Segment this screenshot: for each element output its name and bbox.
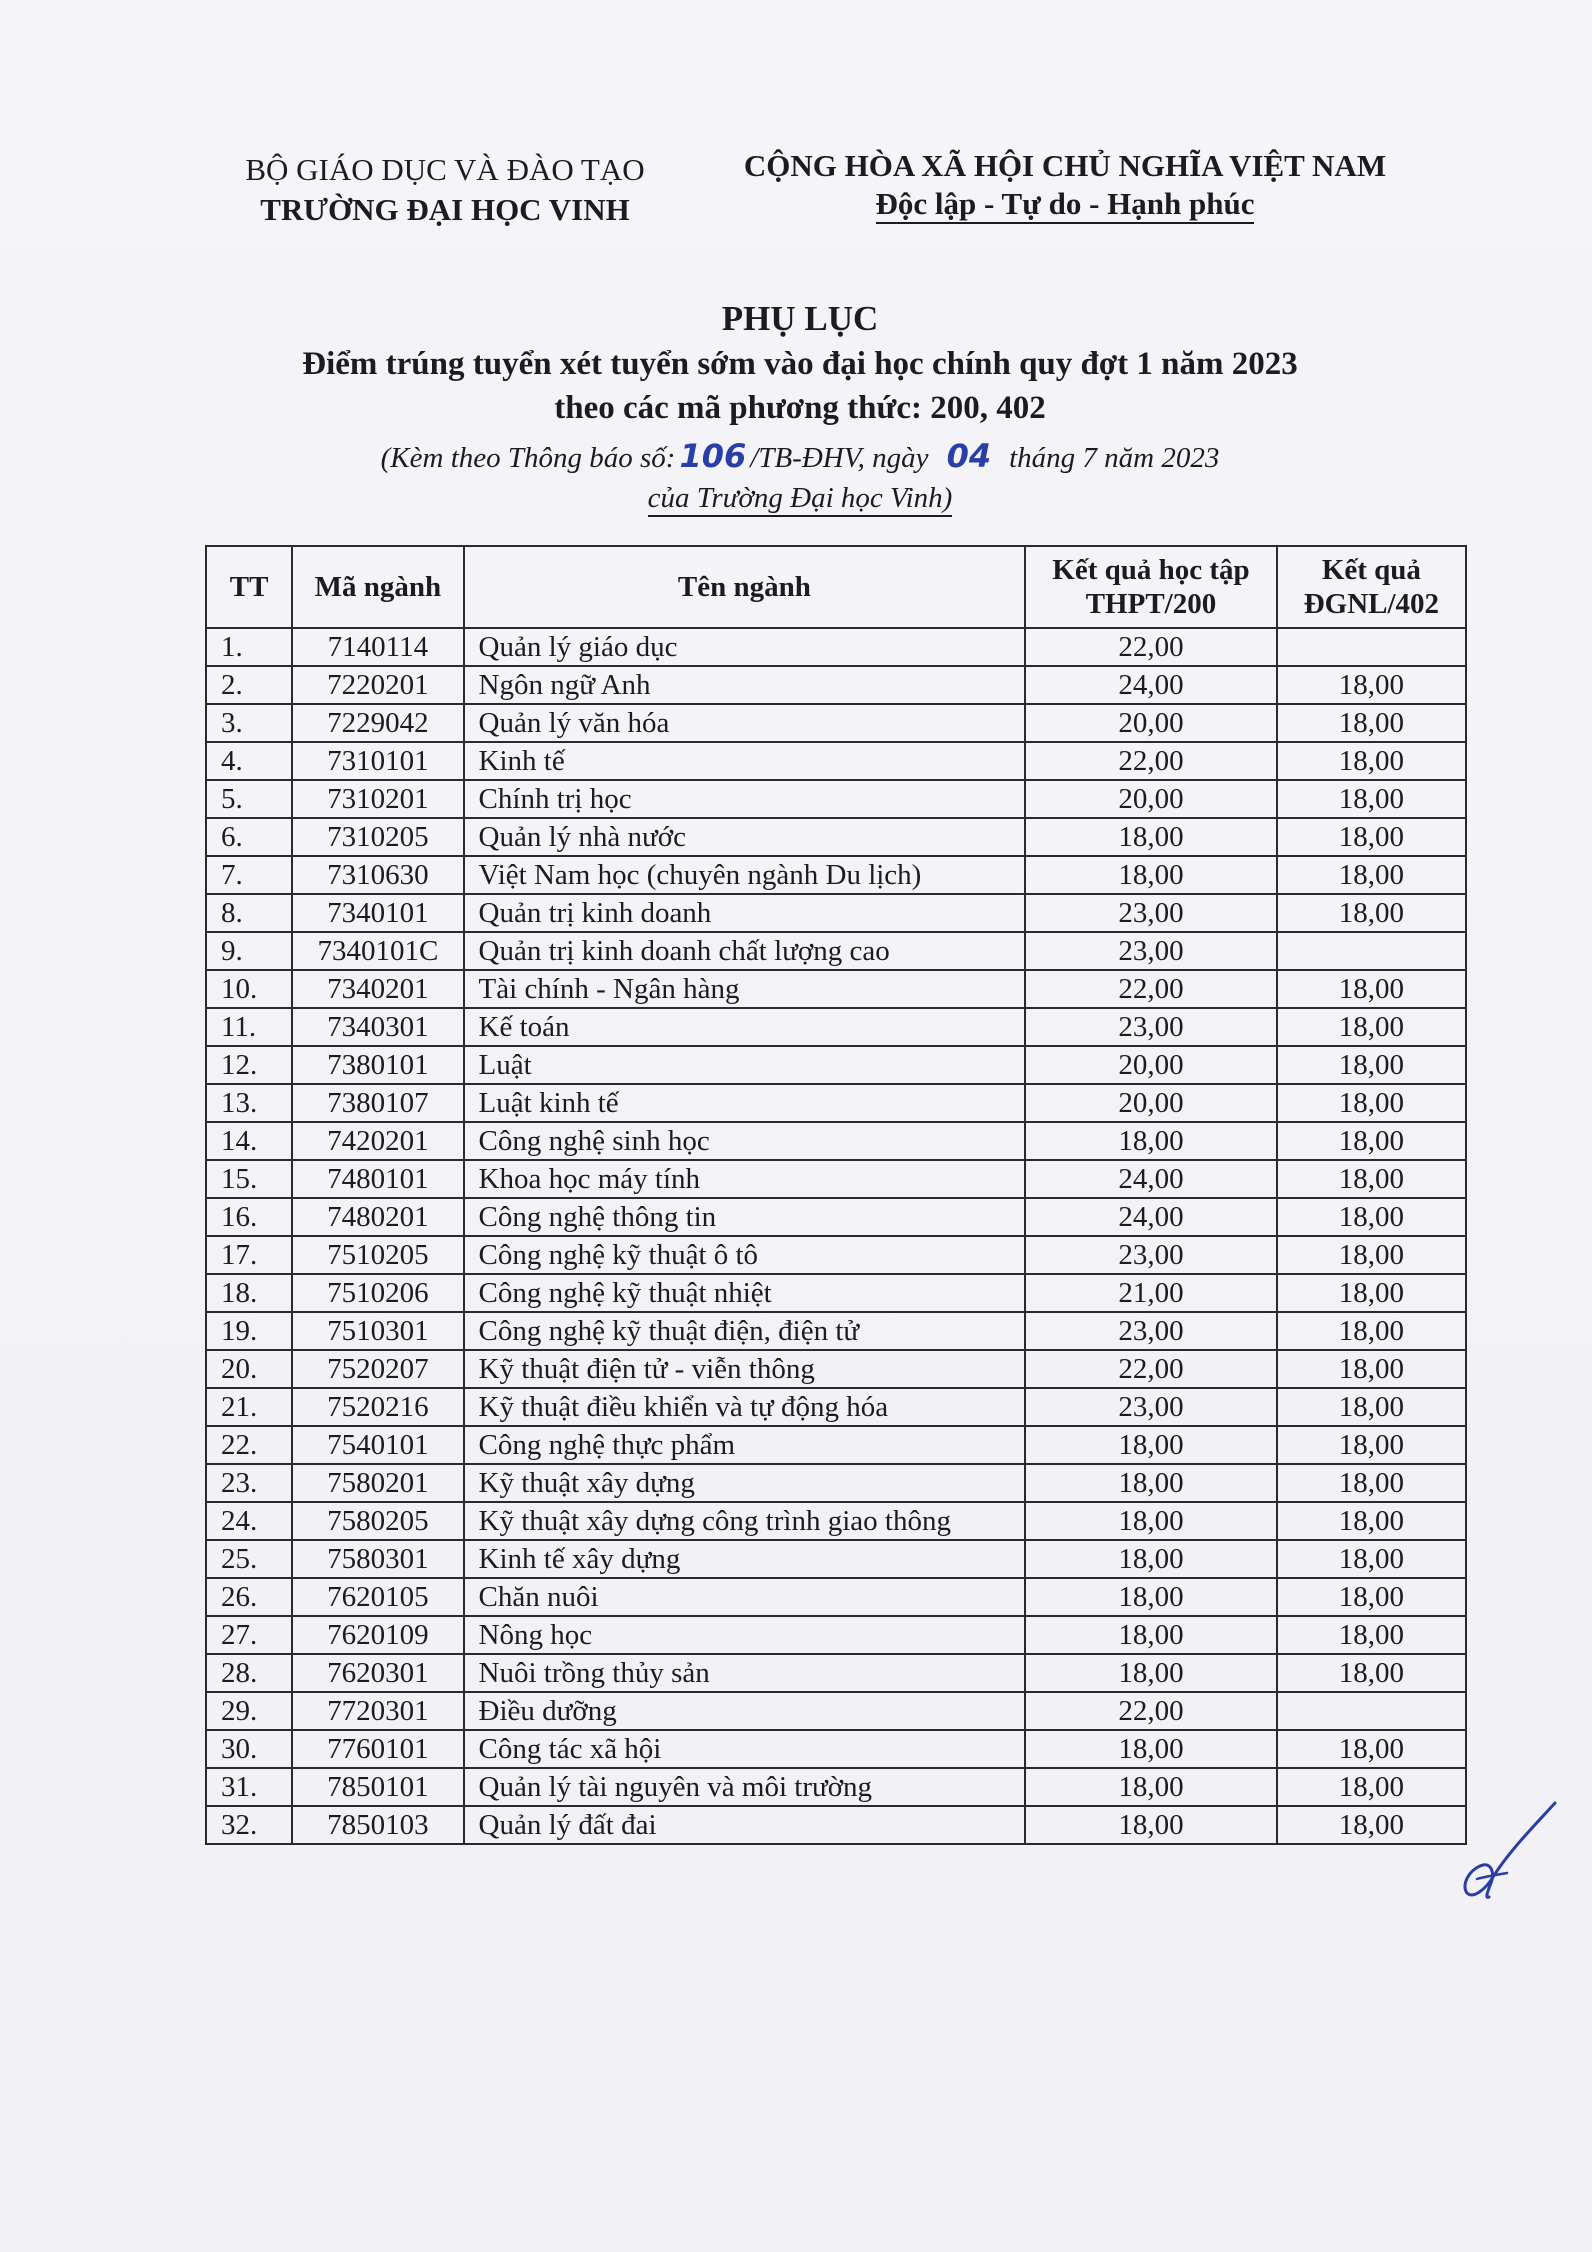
cell-ma-nganh: 7340301	[292, 1008, 463, 1046]
cell-thpt-score: 23,00	[1025, 1312, 1277, 1350]
reference-prefix: (Kèm theo Thông báo số:	[380, 442, 676, 474]
cell-tt: 18.	[206, 1274, 292, 1312]
handwritten-number: 106	[679, 437, 747, 475]
cell-ma-nganh: 7380107	[292, 1084, 463, 1122]
table-row	[206, 1578, 1466, 1616]
cell-tt: 8.	[206, 894, 292, 932]
cell-dgnl-score: 18,00	[1277, 704, 1466, 742]
cell-ten-nganh: Công nghệ kỹ thuật ô tô	[464, 1236, 1026, 1274]
cell-tt: 20.	[206, 1350, 292, 1388]
cell-ma-nganh: 7220201	[292, 666, 463, 704]
cell-ten-nganh: Việt Nam học (chuyên ngành Du lịch)	[464, 856, 1026, 894]
cell-ma-nganh: 7850101	[292, 1768, 463, 1806]
cell-ten-nganh: Kinh tế xây dựng	[464, 1540, 1026, 1578]
cell-dgnl-score: 18,00	[1277, 1540, 1466, 1578]
ministry-name: BỘ GIÁO DỤC VÀ ĐÀO TẠO	[245, 152, 645, 187]
cell-ten-nganh: Nông học	[464, 1616, 1026, 1654]
cell-ma-nganh: 7510205	[292, 1236, 463, 1274]
cell-tt: 17.	[206, 1236, 292, 1274]
cell-ten-nganh: Quản lý nhà nước	[464, 818, 1026, 856]
table-row	[206, 1312, 1466, 1350]
cell-tt: 30.	[206, 1730, 292, 1768]
table-row	[206, 970, 1466, 1008]
cell-tt: 3.	[206, 704, 292, 742]
table-row	[206, 666, 1466, 704]
cell-ma-nganh: 7620105	[292, 1578, 463, 1616]
cell-tt: 10.	[206, 970, 292, 1008]
reference-line-2: của Trường Đại học Vinh)	[648, 481, 953, 517]
cell-dgnl-score: 18,00	[1277, 780, 1466, 818]
cell-tt: 13.	[206, 1084, 292, 1122]
cell-dgnl-score: 18,00	[1277, 1046, 1466, 1084]
cell-ten-nganh: Quản lý giáo dục	[464, 628, 1026, 666]
cell-tt: 26.	[206, 1578, 292, 1616]
cell-dgnl-score	[1277, 932, 1466, 970]
cell-tt: 12.	[206, 1046, 292, 1084]
cell-dgnl-score	[1277, 628, 1466, 666]
cell-ten-nganh: Quản lý văn hóa	[464, 704, 1026, 742]
table-row	[206, 1274, 1466, 1312]
cell-tt: 15.	[206, 1160, 292, 1198]
cell-ten-nganh: Công nghệ kỹ thuật nhiệt	[464, 1274, 1026, 1312]
cell-thpt-score: 22,00	[1025, 1692, 1277, 1730]
cell-tt: 6.	[206, 818, 292, 856]
table-row	[206, 1198, 1466, 1236]
header-dgnl-line-1: Kết quả	[1321, 554, 1421, 586]
cell-thpt-score: 24,00	[1025, 1198, 1277, 1236]
cell-thpt-score: 18,00	[1025, 818, 1277, 856]
table-row	[206, 1692, 1466, 1730]
cell-dgnl-score: 18,00	[1277, 1730, 1466, 1768]
table-row	[206, 1464, 1466, 1502]
cell-dgnl-score: 18,00	[1277, 666, 1466, 704]
cell-tt: 21.	[206, 1388, 292, 1426]
cell-dgnl-score: 18,00	[1277, 1122, 1466, 1160]
cell-thpt-score: 18,00	[1025, 1654, 1277, 1692]
table-row	[206, 932, 1466, 970]
table-row	[206, 1388, 1466, 1426]
table-row	[206, 1160, 1466, 1198]
cell-dgnl-score: 18,00	[1277, 1616, 1466, 1654]
cell-tt: 31.	[206, 1768, 292, 1806]
reference-line-1	[160, 436, 1440, 478]
cell-ten-nganh: Điều dưỡng	[464, 1692, 1026, 1730]
reference-note	[160, 436, 1440, 518]
cell-dgnl-score: 18,00	[1277, 818, 1466, 856]
country-name: CỘNG HÒA XÃ HỘI CHỦ NGHĨA VIỆT NAM	[743, 148, 1387, 183]
cell-ma-nganh: 7340201	[292, 970, 463, 1008]
table-row	[206, 1806, 1466, 1844]
cell-dgnl-score: 18,00	[1277, 1008, 1466, 1046]
cell-dgnl-score: 18,00	[1277, 1426, 1466, 1464]
cell-ma-nganh: 7380101	[292, 1046, 463, 1084]
cell-thpt-score: 18,00	[1025, 1616, 1277, 1654]
cell-thpt-score: 18,00	[1025, 1768, 1277, 1806]
cell-ma-nganh: 7520207	[292, 1350, 463, 1388]
table-row	[206, 1236, 1466, 1274]
cell-thpt-score: 22,00	[1025, 742, 1277, 780]
reference-suffix-1: /TB-ĐHV, ngày	[750, 442, 929, 474]
table-row	[206, 628, 1466, 666]
cell-thpt-score: 18,00	[1025, 1122, 1277, 1160]
cell-dgnl-score: 18,00	[1277, 1502, 1466, 1540]
header-dgnl	[1277, 546, 1466, 628]
header-ten-nganh: Tên ngành	[464, 546, 1026, 628]
title-line-2: Điểm trúng tuyển xét tuyển sớm vào đại học chính quy đợt 1 năm 2023	[302, 346, 1298, 382]
cell-ten-nganh: Công nghệ sinh học	[464, 1122, 1026, 1160]
cell-dgnl-score: 18,00	[1277, 894, 1466, 932]
cell-ten-nganh: Ngôn ngữ Anh	[464, 666, 1026, 704]
cell-thpt-score: 18,00	[1025, 1502, 1277, 1540]
cell-ma-nganh: 7720301	[292, 1692, 463, 1730]
cell-thpt-score: 24,00	[1025, 666, 1277, 704]
cell-ma-nganh: 7620301	[292, 1654, 463, 1692]
cell-ten-nganh: Quản lý tài nguyên và môi trường	[464, 1768, 1026, 1806]
cell-ma-nganh: 7310201	[292, 780, 463, 818]
table-row	[206, 1084, 1466, 1122]
cell-ten-nganh: Kỹ thuật xây dựng	[464, 1464, 1026, 1502]
table-row	[206, 1122, 1466, 1160]
cell-ten-nganh: Kỹ thuật điều khiển và tự động hóa	[464, 1388, 1026, 1426]
score-table	[205, 545, 1467, 1845]
table-row	[206, 1654, 1466, 1692]
cell-ten-nganh: Công nghệ thông tin	[464, 1198, 1026, 1236]
cell-ten-nganh: Quản lý đất đai	[464, 1806, 1026, 1844]
cell-dgnl-score: 18,00	[1277, 742, 1466, 780]
cell-dgnl-score: 18,00	[1277, 1084, 1466, 1122]
cell-tt: 32.	[206, 1806, 292, 1844]
table-row	[206, 704, 1466, 742]
handwritten-day: 04	[946, 437, 992, 475]
cell-ten-nganh: Luật kinh tế	[464, 1084, 1026, 1122]
cell-thpt-score: 22,00	[1025, 628, 1277, 666]
cell-tt: 27.	[206, 1616, 292, 1654]
cell-tt: 28.	[206, 1654, 292, 1692]
cell-ma-nganh: 7580301	[292, 1540, 463, 1578]
table-row	[206, 742, 1466, 780]
cell-ma-nganh: 7760101	[292, 1730, 463, 1768]
cell-ma-nganh: 7510301	[292, 1312, 463, 1350]
table-row	[206, 1046, 1466, 1084]
cell-dgnl-score: 18,00	[1277, 1768, 1466, 1806]
cell-ten-nganh: Công nghệ kỹ thuật điện, điện tử	[464, 1312, 1026, 1350]
cell-ma-nganh: 7620109	[292, 1616, 463, 1654]
cell-ma-nganh: 7510206	[292, 1274, 463, 1312]
cell-ten-nganh: Kỹ thuật điện tử - viễn thông	[464, 1350, 1026, 1388]
cell-dgnl-score: 18,00	[1277, 856, 1466, 894]
cell-dgnl-score: 18,00	[1277, 1578, 1466, 1616]
cell-thpt-score: 20,00	[1025, 704, 1277, 742]
table-header-row	[206, 546, 1466, 628]
university-name: TRƯỜNG ĐẠI HỌC VINH	[260, 192, 630, 227]
cell-thpt-score: 20,00	[1025, 1046, 1277, 1084]
cell-dgnl-score: 18,00	[1277, 1312, 1466, 1350]
table-row	[206, 1426, 1466, 1464]
table-row	[206, 1730, 1466, 1768]
cell-thpt-score: 18,00	[1025, 1540, 1277, 1578]
cell-ma-nganh: 7480101	[292, 1160, 463, 1198]
cell-thpt-score: 20,00	[1025, 1084, 1277, 1122]
cell-ma-nganh: 7520216	[292, 1388, 463, 1426]
cell-ma-nganh: 7580205	[292, 1502, 463, 1540]
cell-ten-nganh: Luật	[464, 1046, 1026, 1084]
table-row	[206, 1768, 1466, 1806]
header-tt: TT	[206, 546, 292, 628]
cell-tt: 23.	[206, 1464, 292, 1502]
cell-dgnl-score: 18,00	[1277, 1236, 1466, 1274]
cell-ma-nganh: 7310101	[292, 742, 463, 780]
header-right	[710, 146, 1420, 230]
cell-ma-nganh: 7540101	[292, 1426, 463, 1464]
cell-ma-nganh: 7850103	[292, 1806, 463, 1844]
cell-tt: 29.	[206, 1692, 292, 1730]
cell-dgnl-score: 18,00	[1277, 1806, 1466, 1844]
cell-dgnl-score	[1277, 1692, 1466, 1730]
title-line-1: PHỤ LỤC	[721, 299, 879, 338]
cell-thpt-score: 18,00	[1025, 856, 1277, 894]
table-row	[206, 1502, 1466, 1540]
cell-thpt-score: 18,00	[1025, 1806, 1277, 1844]
cell-thpt-score: 23,00	[1025, 1236, 1277, 1274]
cell-ten-nganh: Kế toán	[464, 1008, 1026, 1046]
header-dgnl-line-2: ĐGNL/402	[1303, 588, 1440, 620]
cell-tt: 1.	[206, 628, 292, 666]
cell-dgnl-score: 18,00	[1277, 1350, 1466, 1388]
cell-thpt-score: 24,00	[1025, 1160, 1277, 1198]
cell-ten-nganh: Kinh tế	[464, 742, 1026, 780]
cell-tt: 22.	[206, 1426, 292, 1464]
cell-thpt-score: 22,00	[1025, 970, 1277, 1008]
cell-ten-nganh: Chăn nuôi	[464, 1578, 1026, 1616]
cell-ten-nganh: Tài chính - Ngân hàng	[464, 970, 1026, 1008]
table-body	[206, 628, 1466, 1844]
cell-dgnl-score: 18,00	[1277, 970, 1466, 1008]
cell-dgnl-score: 18,00	[1277, 1464, 1466, 1502]
cell-dgnl-score: 18,00	[1277, 1388, 1466, 1426]
cell-dgnl-score: 18,00	[1277, 1654, 1466, 1692]
cell-tt: 11.	[206, 1008, 292, 1046]
cell-dgnl-score: 18,00	[1277, 1274, 1466, 1312]
cell-thpt-score: 18,00	[1025, 1464, 1277, 1502]
cell-thpt-score: 23,00	[1025, 894, 1277, 932]
cell-ten-nganh: Quản trị kinh doanh chất lượng cao	[464, 932, 1026, 970]
table-row	[206, 894, 1466, 932]
cell-thpt-score: 21,00	[1025, 1274, 1277, 1312]
table-row	[206, 1540, 1466, 1578]
cell-ten-nganh: Quản trị kinh doanh	[464, 894, 1026, 932]
cell-thpt-score: 20,00	[1025, 780, 1277, 818]
cell-tt: 4.	[206, 742, 292, 780]
cell-ma-nganh: 7229042	[292, 704, 463, 742]
cell-thpt-score: 18,00	[1025, 1578, 1277, 1616]
cell-ma-nganh: 7580201	[292, 1464, 463, 1502]
table-row	[206, 856, 1466, 894]
cell-thpt-score: 18,00	[1025, 1730, 1277, 1768]
cell-ma-nganh: 7310630	[292, 856, 463, 894]
cell-ma-nganh: 7340101C	[292, 932, 463, 970]
cell-ten-nganh: Chính trị học	[464, 780, 1026, 818]
cell-tt: 7.	[206, 856, 292, 894]
cell-thpt-score: 23,00	[1025, 1388, 1277, 1426]
cell-thpt-score: 18,00	[1025, 1426, 1277, 1464]
cell-ten-nganh: Nuôi trồng thủy sản	[464, 1654, 1026, 1692]
table-row	[206, 780, 1466, 818]
table-row	[206, 1008, 1466, 1046]
cell-tt: 19.	[206, 1312, 292, 1350]
document-title	[160, 296, 1440, 430]
cell-dgnl-score: 18,00	[1277, 1160, 1466, 1198]
cell-tt: 2.	[206, 666, 292, 704]
cell-ma-nganh: 7420201	[292, 1122, 463, 1160]
cell-thpt-score: 22,00	[1025, 1350, 1277, 1388]
cell-thpt-score: 23,00	[1025, 1008, 1277, 1046]
cell-thpt-score: 23,00	[1025, 932, 1277, 970]
table-row	[206, 1616, 1466, 1654]
cell-tt: 16.	[206, 1198, 292, 1236]
header-thpt-line-1: Kết quả học tập	[1052, 554, 1250, 586]
cell-ten-nganh: Kỹ thuật xây dựng công trình giao thông	[464, 1502, 1026, 1540]
cell-ten-nganh: Công tác xã hội	[464, 1730, 1026, 1768]
header-ma-nganh: Mã ngành	[292, 546, 463, 628]
cell-tt: 25.	[206, 1540, 292, 1578]
table-row	[206, 818, 1466, 856]
title-line-3: theo các mã phương thức: 200, 402	[554, 390, 1046, 426]
cell-tt: 24.	[206, 1502, 292, 1540]
national-motto: Độc lập - Tự do - Hạnh phúc	[876, 186, 1255, 224]
cell-ma-nganh: 7480201	[292, 1198, 463, 1236]
header-thpt	[1025, 546, 1277, 628]
cell-dgnl-score: 18,00	[1277, 1198, 1466, 1236]
cell-tt: 9.	[206, 932, 292, 970]
cell-ma-nganh: 7340101	[292, 894, 463, 932]
reference-suffix-2: tháng 7 năm 2023	[1009, 442, 1220, 474]
cell-tt: 5.	[206, 780, 292, 818]
handwritten-initial-signature	[1455, 1795, 1565, 1905]
cell-ten-nganh: Công nghệ thực phẩm	[464, 1426, 1026, 1464]
cell-ma-nganh: 7310205	[292, 818, 463, 856]
header-left	[200, 150, 690, 230]
table-row	[206, 1350, 1466, 1388]
cell-ten-nganh: Khoa học máy tính	[464, 1160, 1026, 1198]
header-thpt-line-2: THPT/200	[1085, 588, 1217, 620]
cell-ma-nganh: 7140114	[292, 628, 463, 666]
cell-tt: 14.	[206, 1122, 292, 1160]
